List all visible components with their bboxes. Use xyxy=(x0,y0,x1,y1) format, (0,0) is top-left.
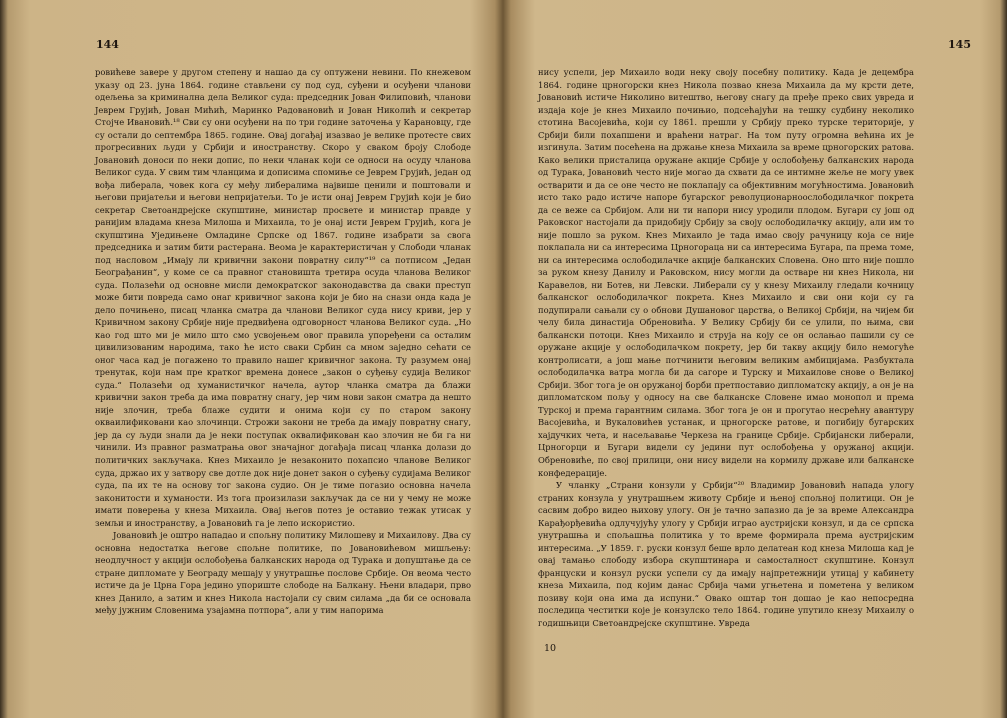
paragraph: нису успели, јер Михаило води неку своју посебну политику. Када је децембра 1864. године црногорски кнез Никола позвао кнеза Михаила да му крсти дете, Јовановић истиче Николино витештво, његову снагу да пређе преко свих увреда и издаја које је кнез Михаило почињио, подсећајући на тешку судбину неколико стотина Васојевића, који су 1861. прешли у Србију преко турске територије, у Србији били похапшени и враћени натраг. На том путу огромна већина их је изгинула. Затим посећена на држање кнеза Михаила за време црногорских ратова. Како велики присталица оружане акције Србије у ослобођењу балканских народа од Турака, Јовановић често није могао да схвати да се интимне жеље не могу увек остварити и да се оне често не поклапају са објективним могућностима. Јовановић исто тако радо истиче напоре бугарског револуционарноослободилачког покрета да се веже са Србијом. Али ни ти напори нису уродили плодом. Бугари су још од Раковског настојали да придобију Србију за своју ослободилачку акцију, али им то није пошло за руком. Кнез Михаило је тада имао своју рачуницу која се није поклапала ни са интересима Црногораца ни са интересима Бугара, па према томе, ни са интересима ослободилачке акције балканских Словена. Оно што није пошло за руком кнезу Данилу и Раковском, нису могли да остваре ни кнез Никола, ни Каравелов, ни Ботев, ни Левски. Либерали су у кнезу Михаилу гледали кочницу балканског ослободилачког покрета. Кнез Михаило и сви они који су га подупирали сањали су о обнови Душановог царства, о Великој Србији, на чијем би челу била династија Обреновића. У Велику Србију би се улили, по њима, сви балкански потоци. Кнез Михаило и струја на коју се он ослањао пашили су се оружане акције у ослободилачком покрету, јер би такву акцију било немогуће контролисати, а још мање потчинити његовим великим амбицијама. Разбуктала ослободилачка ватра могла би да сагоре и Турску и Михаилове снове о Великој Србији. Због тога је он оружаној борби претпоставио дипломатску акцију, а он је на дипломатском пољу у односу на све балканске Словене имао монопол и према Турској и према гарантним силама. Због тога је он и прогутао несрећну авантуру Васојевића, и Вукаловићев устанак, и црногорске ратове, и погибију бугарских хајдучких чета, и насељавање Черкеза на границе Србије. Србијански либерали, Црногорци и Бугари видели су једини пут ослобођења у оружаној акцији. Обреновиће, по свој прилици, они нису видели на кормилу државе или балканске конфедерације. xyxy=(538,67,914,478)
page-number: 145 xyxy=(948,38,971,51)
paragraph: Јовановић је оштро нападао и спољну политику Милошеву и Михаилову. Два су основна недостатка његове спољне политике, по Јовановићевом мишљењу: неодлучност у акцији ослобођења балканских народа од Турака и допуштање да се стране дипломате у Београду мешају у унутрашње послове Србије. Он веома често истиче да је Црна Гора једино упориште слободе на Балкану. Њени владари, прво кнез Данило, а затим и кнез Никола настојали су свим силама „да би се основала међу јужним Словенима узајамна потпора“, али у тим напорима xyxy=(95,530,471,616)
right-page xyxy=(504,0,1007,718)
page-body xyxy=(538,66,914,629)
paragraph: ровићеве завере у другом степену и нашао да су оптужени невини. По кнежевом указу од 23. јуна 1864. године стављени су под суд, суђени и осуђени чланови одељења за криминална дела Великог суда: председник Јован Филиповић, чланови Јеврем Грујић, Јован Мићић, Маринко Радовановић и Јован Николић и секретар Стојче Ивановић.¹⁸ Сви су они осуђени на по три године заточења у Карановцу, где су остали до септембра 1865. године. Овај догађај изазвао је велике протесте свих прогресивних људи у Србији и иностранству. Скоро у сваком броју Слободе Јовановић доноси по неки допис, по неки чланак који се односи на осуду чланова Великог суда. У свим тим чланцима и дописима спомиње се Јеврем Грујић, један од вођа либерала, човек кога су међу либералима највише ценили и поштовали и његови пријатељи и његови непријатељи. То је исти онај Јеврем Грујић који је био секретар Светоандрејске скупштине, министар просвете и министар правде у ранијим владама кнеза Милоша и Михаила, то је онај исти Јеврем Грујић, кога је скупштина Уједињене Омладине Српске од 1867. године изабрати за свога председника и затим бити растерана. Веома је карактеристичан у Слободи чланак под насловом „Имају ли кривични закони повратну силу“¹⁹ са потписом „Један Београђанин“, у коме се са правног становишта третира осуда чланова Великог суда. Полазећи од основне мисли демократског законодавства да сваки преступ може бити повреда само онаг кривичног закона који је био на снази онда када је дело почињено, писац чланка сматра да чланови Великог суда нису криви, јер у Кривичном закону Србије није предвиђена одговорност чланова Великог суда. „Но као год што ми је мило што смо усвојењем овог правила упоређени са осталим цивилизованим народима, тако ће исто сваки Србин са мном заједно сећати се оног часа кад је погажено то правило нашег кривичног закона. Ту разумем онај тренутак, који нам пре кратког времена донесе „закон о суђењу судија Великог суда.“ Полазећи од хуманистичког начела, аутор чланка сматра да блажи кривични закон треба да има повратну снагу, јер чим нови закон сматра да нешто није злочин, треба блаже судити и онима који су по старом закону окваилификовани као злочинци. Строжи закони не треба да имају повратну снагу, јер да су људи знали да је неки поступак оквалификован као злочин не би га ни чинили. Из правног разматрања овог значајног догађаја писац чланка долази до политичких закључака. Кнез Михаило је незаконито похапсио чланове Великог суда, држао их у затвору све дотле док није донет закон о суђењу судијама Великог суда, па их те на основу тог закона судио. Он је тиме погазио основна начела законитости и хуманости. Из тога произилази закључак да се ни у чему не може имати поверења у кнеза Михаила. Овај његов потез је оставио тежак утисак у земљи и иностранству, а Јовановић га је лепо искористио. xyxy=(95,67,471,528)
page-number: 144 xyxy=(96,38,119,51)
left-page xyxy=(0,0,503,718)
paragraph: У чланку „Страни конзули у Србији“²⁰ Владимир Јовановић напада улогу страних конзула у унутрашњем животу Србије и њеној спољној политици. Он је сасвим добро видео њихову улогу. Он је тачно запазио да је за време Александра Карађорђевића одлучујућу улогу у Србији играо аустријски конзул, и да се српска унутрашња и спољашња политика у то време формирала према аустријским интересима. „У 1859. г. руски конзул беше врло делатеан код кнеза Милоша кад је овај тамањо слободу избора скупштинара и самосталност скупштине. Конзул француски и конзул руски успели су да имају најпретежнији утицај у кабинету кнеза Михаила, под којим данас Србија чами угњетена и пометена у великом позиву који она има да испуни.“ Овако оштар тон дошао је као непосредна последица честитки које је конзулско тело 1864. године упутило кнезу Михаилу о годишњици Светоандрејске скупштине. Увреда xyxy=(538,480,914,628)
page-body xyxy=(95,66,471,617)
printer-signature: 10 xyxy=(544,643,557,654)
